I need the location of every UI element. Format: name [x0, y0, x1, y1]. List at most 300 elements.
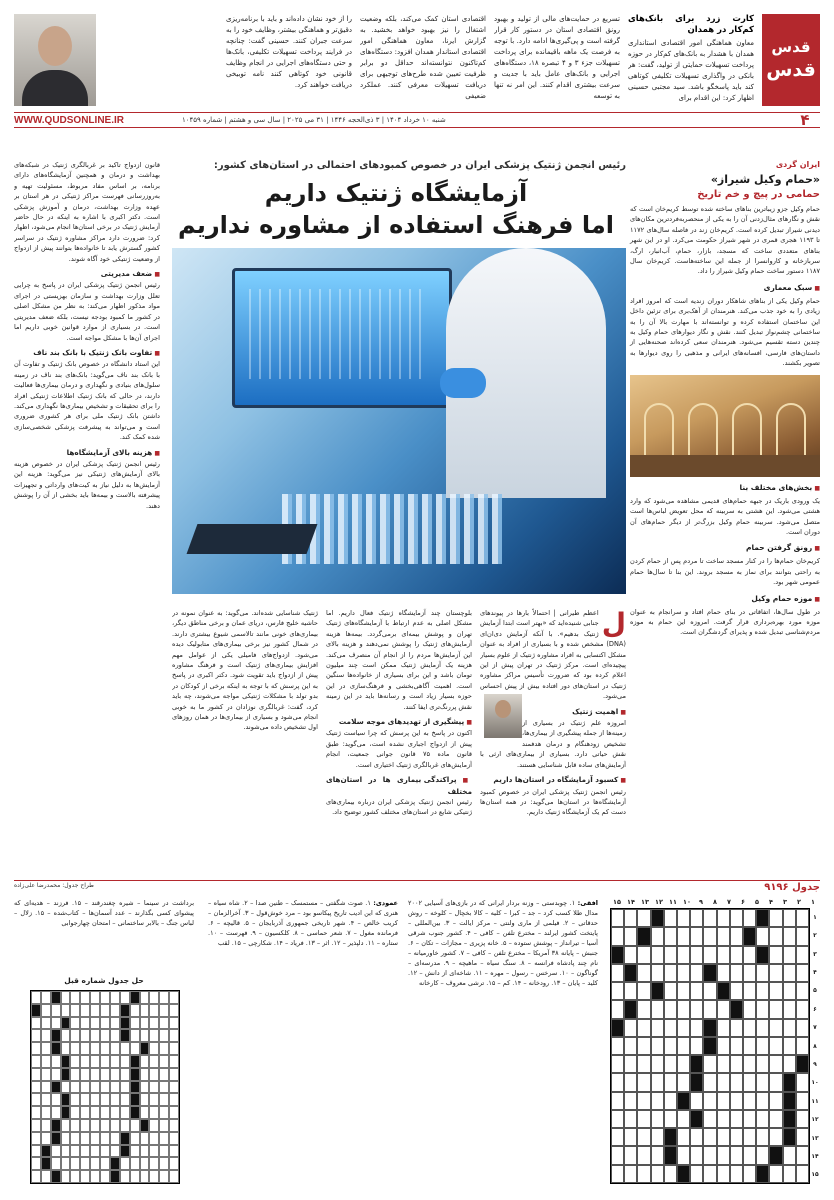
crossword-cell[interactable] — [756, 1073, 769, 1091]
crossword-cell[interactable] — [677, 982, 690, 1000]
crossword-cell[interactable] — [783, 1165, 796, 1183]
solution-cell — [41, 1055, 51, 1068]
travel-title: «حمام وکیل شیراز» — [710, 173, 820, 186]
previous-solution-title: حل جدول شماره قبل — [64, 976, 144, 985]
crossword-cell[interactable] — [769, 964, 782, 982]
crossword-cell[interactable] — [730, 1165, 743, 1183]
solution-cell — [100, 1004, 110, 1017]
website-link[interactable]: WWW.QUDSONLINE.IR — [14, 114, 124, 126]
crossword-cell[interactable] — [624, 1110, 637, 1128]
crossword-cell[interactable] — [637, 1128, 650, 1146]
solution-cell — [159, 1029, 169, 1042]
solution-cell — [130, 1145, 140, 1158]
crossword-cell[interactable] — [690, 1000, 703, 1018]
column-number: ۱۲ — [655, 898, 663, 906]
crossword-cell[interactable] — [769, 909, 782, 927]
crossword-cell[interactable] — [624, 982, 637, 1000]
crossword-cell[interactable] — [664, 1019, 677, 1037]
solution-cell — [169, 1029, 179, 1042]
crossword-cell[interactable] — [730, 1110, 743, 1128]
crossword-cell[interactable] — [730, 982, 743, 1000]
crossword-cell[interactable] — [624, 946, 637, 964]
crossword-cell[interactable] — [743, 1037, 756, 1055]
crossword-cell[interactable] — [611, 964, 624, 982]
crossword-cell[interactable] — [611, 1055, 624, 1073]
solution-cell — [159, 1157, 169, 1170]
crossword-cell[interactable] — [730, 1019, 743, 1037]
top-news-title: کارت زرد برای بانک‌های کم‌کار در همدان — [628, 14, 754, 35]
crossword-cell[interactable] — [703, 1037, 716, 1055]
crossword-cell[interactable] — [730, 1055, 743, 1073]
crossword-cell[interactable] — [703, 1019, 716, 1037]
crossword-cell[interactable] — [769, 946, 782, 964]
crossword-cell[interactable] — [690, 1055, 703, 1073]
crossword-cell[interactable] — [796, 1146, 809, 1164]
crossword-cell[interactable] — [717, 1037, 730, 1055]
solution-cell — [159, 1093, 169, 1106]
crossword-cell[interactable] — [637, 1092, 650, 1110]
solution-cell — [51, 1017, 61, 1030]
crossword-cell[interactable] — [756, 1110, 769, 1128]
top-news-text: را از خود نشان داده‌اند و باید با برنامه‌ریزی دقیق‌تر و هماهنگی بیشتر، وظایف خود را به سرعت جبران کنند. حسینی گفت: چنانچه در فرایند پرداخت تسهیلات تکلیفی، بانک‌ها و حتی دستگاه‌های اجرایی در انجام وظایف قانونی خود کوتاهی کنند نامه توبیخی دریافت خواهند کرد. — [226, 15, 352, 89]
crossword-cell[interactable] — [769, 1128, 782, 1146]
crossword-cell[interactable] — [611, 927, 624, 945]
article-text: قانون ازدواج تاکید بر غربالگری ژنتیک در شبکه‌های بهداشت و درمان و همچنین آزمایشگاه‌های دارای برنامه، بر اساس مفاد مربوط، مسئولیت تهیه و به‌روزرسانی فهرست مراکز ژنتیکی در هر استان بر عهده وزارت بهداشت، درمان و آموزش پزشکی است. دکتر اکبری با اشاره به اینکه در حال حاضر آزمایش ژنتیک در برخی استان‌ها انجام می‌شود، اظهار کرد: ضرورت دارد مراکز مشاوره ژنتیک در سراسر کشور گسترش یابد تا خانواده‌ها بتوانند پیش از ازدواج از وضعیت ژنتیکی خود آگاه شوند. — [14, 161, 160, 263]
solution-cell — [90, 1106, 100, 1119]
crossword-cell[interactable] — [664, 1092, 677, 1110]
crossword-cell[interactable] — [796, 946, 809, 964]
crossword-cell[interactable] — [756, 964, 769, 982]
solution-cell — [61, 1106, 71, 1119]
crossword-cell[interactable] — [651, 1146, 664, 1164]
newspaper-logo[interactable] — [762, 14, 820, 106]
crossword-cell[interactable] — [651, 1128, 664, 1146]
crossword-cell[interactable] — [677, 1110, 690, 1128]
solution-cell — [130, 1081, 140, 1094]
solution-cell — [130, 1170, 140, 1183]
crossword-cell[interactable] — [637, 1110, 650, 1128]
crossword-cell[interactable] — [796, 964, 809, 982]
crossword-cell[interactable] — [611, 982, 624, 1000]
crossword-cell[interactable] — [756, 1019, 769, 1037]
crossword-cell[interactable] — [611, 1037, 624, 1055]
crossword-cell[interactable] — [769, 1110, 782, 1128]
crossword-cell[interactable] — [651, 927, 664, 945]
crossword-cell[interactable] — [690, 1037, 703, 1055]
crossword-cell[interactable] — [677, 1092, 690, 1110]
crossword-cell[interactable] — [756, 927, 769, 945]
crossword-cell[interactable] — [730, 964, 743, 982]
crossword-cell[interactable] — [637, 927, 650, 945]
solution-cell — [140, 1093, 150, 1106]
solution-cell — [110, 1068, 120, 1081]
crossword-cell[interactable] — [743, 1019, 756, 1037]
crossword-cell[interactable] — [717, 909, 730, 927]
solution-cell — [41, 1068, 51, 1081]
crossword-cell[interactable] — [703, 927, 716, 945]
crossword-cell[interactable] — [651, 1165, 664, 1183]
crossword-cell[interactable] — [611, 1110, 624, 1128]
crossword-cell[interactable] — [717, 1019, 730, 1037]
solution-cell — [159, 1004, 169, 1017]
crossword-cell[interactable] — [690, 1073, 703, 1091]
crossword-cell[interactable] — [756, 982, 769, 1000]
crossword-cell[interactable] — [624, 1165, 637, 1183]
arch-shape — [688, 403, 718, 457]
crossword-cell[interactable] — [677, 927, 690, 945]
crossword-cell[interactable] — [677, 1073, 690, 1091]
crossword-cell[interactable] — [796, 1110, 809, 1128]
crossword-cell[interactable] — [769, 1055, 782, 1073]
crossword-cell[interactable] — [730, 1073, 743, 1091]
crossword-cell[interactable] — [717, 927, 730, 945]
crossword-cell[interactable] — [743, 1092, 756, 1110]
crossword-cell[interactable] — [637, 1019, 650, 1037]
crossword-cell[interactable] — [624, 1092, 637, 1110]
crossword-cell[interactable] — [756, 1037, 769, 1055]
crossword-cell[interactable] — [690, 927, 703, 945]
crossword-cell[interactable] — [651, 1037, 664, 1055]
crossword-cell[interactable] — [703, 946, 716, 964]
crossword-cell[interactable] — [717, 1110, 730, 1128]
crossword-cell[interactable] — [783, 1146, 796, 1164]
crossword-cell[interactable] — [756, 1055, 769, 1073]
crossword-cell[interactable] — [756, 1165, 769, 1183]
lab-monitor — [232, 268, 452, 408]
crossword-cell[interactable] — [730, 1000, 743, 1018]
crossword-cell[interactable] — [717, 1165, 730, 1183]
crossword-cell[interactable] — [743, 909, 756, 927]
crossword-cell[interactable] — [730, 909, 743, 927]
crossword-cell[interactable] — [637, 1073, 650, 1091]
row-number: ۶ — [813, 1005, 817, 1013]
crossword-cell[interactable] — [783, 982, 796, 1000]
crossword-cell[interactable] — [703, 1165, 716, 1183]
crossword-cell[interactable] — [637, 1000, 650, 1018]
crossword-cell[interactable] — [664, 946, 677, 964]
solution-cell — [31, 1017, 41, 1030]
crossword-cell[interactable] — [717, 964, 730, 982]
solution-cell — [140, 1157, 150, 1170]
crossword-cell[interactable] — [783, 946, 796, 964]
crossword-cell[interactable] — [796, 1092, 809, 1110]
crossword-cell[interactable] — [664, 1110, 677, 1128]
crossword-cell[interactable] — [664, 964, 677, 982]
solution-cell — [130, 1093, 140, 1106]
crossword-cell[interactable] — [703, 1146, 716, 1164]
crossword-cell[interactable] — [743, 1000, 756, 1018]
crossword-cell[interactable] — [730, 1146, 743, 1164]
crossword-cell[interactable] — [783, 1128, 796, 1146]
crossword-cell[interactable] — [743, 964, 756, 982]
solution-cell — [61, 1042, 71, 1055]
crossword-cell[interactable] — [664, 982, 677, 1000]
crossword-cell[interactable] — [796, 909, 809, 927]
solution-cell — [70, 1119, 80, 1132]
crossword-cell[interactable] — [783, 1073, 796, 1091]
crossword-cell[interactable] — [664, 927, 677, 945]
crossword-cell[interactable] — [690, 1146, 703, 1164]
solution-cell — [130, 1004, 140, 1017]
crossword-cell[interactable] — [677, 1019, 690, 1037]
crossword-cell[interactable] — [730, 1092, 743, 1110]
crossword-cell[interactable] — [769, 927, 782, 945]
crossword-cell[interactable] — [783, 927, 796, 945]
crossword-cell[interactable] — [690, 1165, 703, 1183]
crossword-cell[interactable] — [651, 1073, 664, 1091]
crossword-cell[interactable] — [664, 1165, 677, 1183]
crossword-cell[interactable] — [664, 1000, 677, 1018]
crossword-grid — [610, 898, 820, 1188]
crossword-cell[interactable] — [664, 1037, 677, 1055]
top-news-text: معاون هماهنگی امور اقتصادی استانداری همدان با هشدار به بانک‌های کم‌کار در حوزه پرداخت تسهیلات حمایتی از تولید، گفت: هر بانکی در واگذاری تسهیلات تکلیفی کوتاهی کند باید پاسخگو باشد. سید مجتبی حسینی اظهار کرد: این اقدام برای — [628, 39, 754, 102]
crossword-cell[interactable] — [624, 1146, 637, 1164]
crossword-cell[interactable] — [624, 964, 637, 982]
travel-text: حمام وکیل یکی از بناهای شاهکار دوران زندیه است که امروز افراد زیادی را به خود جذب می‌کند. هنرمندان از آهک‌بری برای تزئین داخل این ساختمان استفاده کرده و توانسته‌اند با مهارت بالا آن را به ساختمانی چشم‌نواز تبدیل کنند. نقش و نگار دیوارهای حمام وکیل به چندین دسته تقسیم می‌شود. هنرمندان سعی کرده‌اند صحنه‌هایی از داستان‌های فارسی، افسانه‌های ایرانی و مذهبی را روی دیوارها به تصویر بکشند. — [630, 296, 820, 368]
solution-cell — [120, 1093, 130, 1106]
solution-cell — [90, 1170, 100, 1183]
solution-cell — [120, 1017, 130, 1030]
crossword-cell[interactable] — [796, 1128, 809, 1146]
crossword-cell[interactable] — [783, 1000, 796, 1018]
crossword-cell[interactable] — [703, 982, 716, 1000]
crossword-cell[interactable] — [690, 964, 703, 982]
crossword-cell[interactable] — [637, 982, 650, 1000]
crossword-cell[interactable] — [624, 927, 637, 945]
crossword-cell[interactable] — [690, 1092, 703, 1110]
crossword-cell[interactable] — [743, 1073, 756, 1091]
crossword-cell[interactable] — [743, 1128, 756, 1146]
crossword-cell[interactable] — [637, 946, 650, 964]
solution-cell — [80, 1017, 90, 1030]
crossword-cell[interactable] — [796, 927, 809, 945]
solution-cell — [90, 1029, 100, 1042]
crossword-cell[interactable] — [637, 964, 650, 982]
crossword-cell[interactable] — [611, 1019, 624, 1037]
crossword-cell[interactable] — [690, 1019, 703, 1037]
solution-cell — [140, 1042, 150, 1055]
crossword-cell[interactable] — [677, 1128, 690, 1146]
crossword-cell[interactable] — [664, 1055, 677, 1073]
crossword-cell[interactable] — [717, 946, 730, 964]
crossword-cell[interactable] — [677, 946, 690, 964]
crossword-cell[interactable] — [611, 1092, 624, 1110]
crossword-cell[interactable] — [690, 982, 703, 1000]
crossword-cell[interactable] — [783, 909, 796, 927]
crossword-cell[interactable] — [783, 1037, 796, 1055]
crossword-cell[interactable] — [743, 927, 756, 945]
crossword-cell[interactable] — [690, 946, 703, 964]
crossword-cell[interactable] — [611, 909, 624, 927]
crossword-cell[interactable] — [611, 1146, 624, 1164]
crossword-cell[interactable] — [624, 909, 637, 927]
crossword-cell[interactable] — [677, 964, 690, 982]
crossword-cell[interactable] — [703, 1092, 716, 1110]
solution-cell — [70, 1081, 80, 1094]
crossword-cell[interactable] — [677, 1146, 690, 1164]
solution-cell — [70, 1004, 80, 1017]
crossword-cell[interactable] — [796, 1165, 809, 1183]
crossword-cell[interactable] — [703, 1055, 716, 1073]
crossword-cell[interactable] — [783, 1019, 796, 1037]
solution-cell — [130, 1106, 140, 1119]
crossword-cell[interactable] — [637, 909, 650, 927]
crossword-cell[interactable] — [756, 946, 769, 964]
crossword-cell[interactable] — [624, 1128, 637, 1146]
crossword-cell[interactable] — [730, 1037, 743, 1055]
crossword-cell[interactable] — [624, 1073, 637, 1091]
crossword-cell[interactable] — [769, 1019, 782, 1037]
clues-text: ۱. چوبدستی – وزنه بردار ایرانی که در بازی‌های آسیایی ۲۰۰۲ مدال طلا کسب کرد – جد – کبرا – کلیه – کالا بخچال – کلوخه – روش حدقاتی – ۲. فیلمی از ماری ولنتی – مرکز ایالت – ۳. بین‌المللی – پایتخت کشور ایرلند – مخترع تلفن – کافی – ۴. کشور جنوب شرقی آسیا – تیرانداز – پوشش ستوده – ۵. خانه پزیری – مجازات – تکان – ۶. جنبش – پایانه ۳۸ آمریکا – مخترع تلفن – کافی – ۷. کشور خاورمیانه – نام چند پادشاه فرانسه – ۸. سنگ سیاه – ماهیچه – ۹. مدرسه‌ای – گوناگون – ۱۰. سرخس – رسول – مهره – ۱۱. شاخه‌ای از دانش – ۱۲. کلید – پایان – ۱۳. رودخانه – ۱۴. کم – ۱۵. ترشی معروف – کارخانه — [408, 899, 598, 987]
crossword-cell[interactable] — [769, 1165, 782, 1183]
crossword-cell[interactable] — [730, 946, 743, 964]
article-text: ژنتیک شناسایی شده‌اند. می‌گوید: به عنوان نمونه در حاشیه خلیج فارس، دریای عمان و برخی مناطق دیگر، بیماری‌های خونی مانند تالاسمی شیوع بیشتری دارند. در شمال کشور نیز برخی بیماری‌های متابولیک دیده می‌شود. ازدواج‌های فامیلی یکی از عوامل مهم افزایش بیماری‌های ژنتیک است و فرهنگ مشاوره پیش از ازدواج باید تقویت شود. دکتر اکبری در پاسخ به این پرسش که با توجه به اینکه برخی از کودکان در بدو تولد با مشکلات ژنتیکی مواجه می‌شوند، چه باید کرد، گفت: غربالگری نوزادان در کشور ما به خوبی انجام می‌شود و بسیاری از بیماری‌ها در همان روزهای اول تشخیص داده می‌شوند. — [172, 609, 318, 732]
solution-cell — [80, 991, 90, 1004]
solution-cell — [149, 1119, 159, 1132]
crossword-cell[interactable] — [637, 1165, 650, 1183]
crossword-cell[interactable] — [664, 1073, 677, 1091]
crossword-cells[interactable] — [610, 908, 810, 1184]
solution-cell — [130, 1157, 140, 1170]
crossword-cell[interactable] — [611, 946, 624, 964]
crossword-cell[interactable] — [703, 964, 716, 982]
crossword-cell[interactable] — [717, 1092, 730, 1110]
crossword-cell[interactable] — [651, 1019, 664, 1037]
crossword-cell[interactable] — [651, 1000, 664, 1018]
solution-cell — [100, 1093, 110, 1106]
crossword-cell[interactable] — [796, 1073, 809, 1091]
crossword-cell[interactable] — [796, 1000, 809, 1018]
solution-cell — [80, 1157, 90, 1170]
solution-cell — [31, 1042, 41, 1055]
crossword-cell[interactable] — [624, 1000, 637, 1018]
crossword-cell[interactable] — [743, 1165, 756, 1183]
solution-cell — [90, 1119, 100, 1132]
solution-cell — [130, 1017, 140, 1030]
crossword-cell[interactable] — [743, 1146, 756, 1164]
crossword-cell[interactable] — [690, 1110, 703, 1128]
crossword-cell[interactable] — [651, 982, 664, 1000]
solution-cell — [70, 1145, 80, 1158]
crossword-cell[interactable] — [743, 946, 756, 964]
crossword-cell[interactable] — [783, 1110, 796, 1128]
crossword-cell[interactable] — [651, 1110, 664, 1128]
crossword-cell[interactable] — [769, 1000, 782, 1018]
crossword-cell[interactable] — [651, 964, 664, 982]
solution-cell — [169, 1068, 179, 1081]
crossword-cell[interactable] — [703, 1000, 716, 1018]
crossword-cell[interactable] — [769, 1146, 782, 1164]
crossword-cell[interactable] — [690, 909, 703, 927]
crossword-cell[interactable] — [637, 1037, 650, 1055]
crossword-cell[interactable] — [743, 982, 756, 1000]
solution-cell — [41, 991, 51, 1004]
crossword-cell[interactable] — [690, 1128, 703, 1146]
crossword-cell[interactable] — [651, 909, 664, 927]
article-subhead: ■ پیشگیری از تهدیدهای موجه سلامت — [326, 717, 472, 728]
column-number: ۲ — [797, 898, 801, 906]
crossword-cell[interactable] — [637, 1146, 650, 1164]
crossword-cell[interactable] — [743, 1110, 756, 1128]
crossword-cell[interactable] — [717, 1128, 730, 1146]
crossword-cell[interactable] — [756, 1128, 769, 1146]
crossword-cell[interactable] — [611, 1128, 624, 1146]
crossword-cell[interactable] — [743, 1055, 756, 1073]
crossword-cell[interactable] — [677, 1165, 690, 1183]
crossword-cell[interactable] — [611, 1165, 624, 1183]
solution-cell — [31, 991, 41, 1004]
crossword-cell[interactable] — [624, 1037, 637, 1055]
crossword-cell[interactable] — [677, 909, 690, 927]
crossword-cell[interactable] — [756, 909, 769, 927]
crossword-cell[interactable] — [783, 1055, 796, 1073]
crossword-cell[interactable] — [717, 1146, 730, 1164]
crossword-cell[interactable] — [611, 1073, 624, 1091]
crossword-cell[interactable] — [651, 1092, 664, 1110]
solution-cell — [110, 1093, 120, 1106]
crossword-cell[interactable] — [756, 1000, 769, 1018]
crossword-cell[interactable] — [756, 1146, 769, 1164]
solution-cell — [70, 1068, 80, 1081]
crossword-cell[interactable] — [624, 1055, 637, 1073]
crossword-cell[interactable] — [717, 1055, 730, 1073]
crossword-cell[interactable] — [796, 982, 809, 1000]
crossword-cell[interactable] — [756, 1092, 769, 1110]
expert-portrait-photo — [484, 694, 522, 738]
crossword-cell[interactable] — [730, 1128, 743, 1146]
crossword-cell[interactable] — [651, 946, 664, 964]
crossword-cell[interactable] — [717, 1000, 730, 1018]
crossword-cell[interactable] — [796, 1019, 809, 1037]
row-number: ۱۵ — [811, 1171, 819, 1179]
logo-line-1: قدس — [771, 38, 811, 56]
row-number: ۱۴ — [811, 1152, 819, 1160]
travel-subhead: ■ سبک معماری — [630, 283, 820, 292]
crossword-cell[interactable] — [717, 1073, 730, 1091]
crossword-cell[interactable] — [624, 1019, 637, 1037]
crossword-cell[interactable] — [717, 982, 730, 1000]
crossword-cell[interactable] — [703, 1073, 716, 1091]
crossword-cell[interactable] — [769, 982, 782, 1000]
crossword-cell[interactable] — [769, 1037, 782, 1055]
column-number: ۵ — [755, 898, 759, 906]
crossword-cell[interactable] — [664, 909, 677, 927]
solution-cell — [41, 1029, 51, 1042]
crossword-cell[interactable] — [611, 1000, 624, 1018]
crossword-cell[interactable] — [796, 1037, 809, 1055]
crossword-cell[interactable] — [664, 1128, 677, 1146]
crossword-cell[interactable] — [796, 1055, 809, 1073]
crossword-cell[interactable] — [637, 1055, 650, 1073]
solution-cell — [149, 1068, 159, 1081]
crossword-cell[interactable] — [730, 927, 743, 945]
crossword-cell[interactable] — [677, 1055, 690, 1073]
crossword-cell[interactable] — [677, 1037, 690, 1055]
crossword-cell[interactable] — [783, 964, 796, 982]
crossword-cell[interactable] — [703, 1110, 716, 1128]
top-news-column-3 — [360, 14, 486, 106]
crossword-cell[interactable] — [769, 1073, 782, 1091]
crossword-cell[interactable] — [769, 1092, 782, 1110]
travel-subhead: ■ بخش‌های مختلف بنا — [630, 483, 820, 492]
crossword-cell[interactable] — [783, 1092, 796, 1110]
crossword-cell[interactable] — [703, 909, 716, 927]
crossword-cell[interactable] — [664, 1146, 677, 1164]
crossword-cell[interactable] — [703, 1128, 716, 1146]
crossword-cell[interactable] — [651, 1055, 664, 1073]
crossword-cell[interactable] — [677, 1000, 690, 1018]
solution-cell — [169, 1093, 179, 1106]
